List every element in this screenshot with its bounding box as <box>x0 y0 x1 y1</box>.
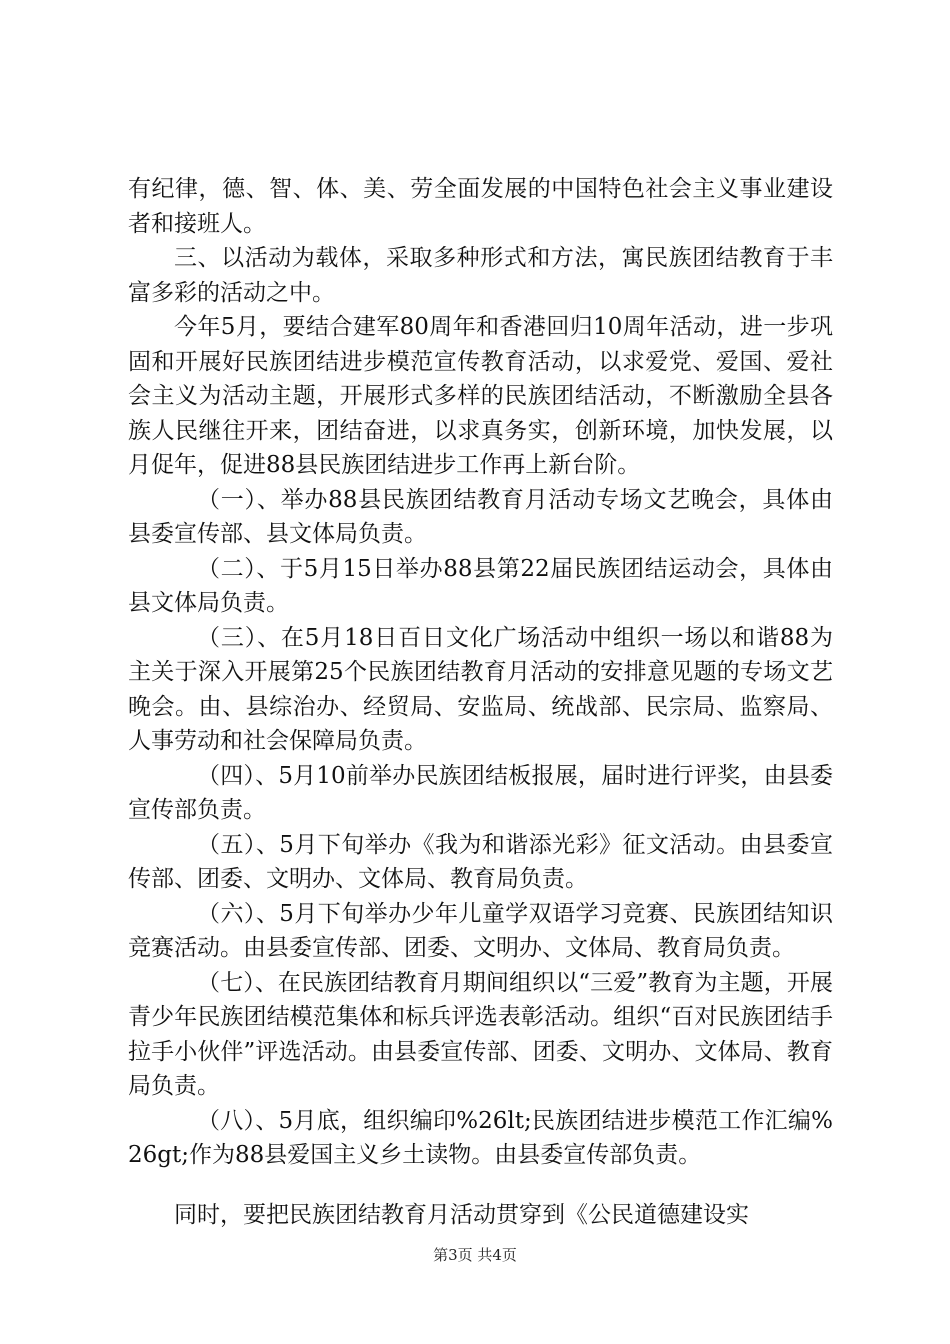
paragraph-item-4: （四）、5月10前举办民族团结板报展，届时进行评奖，由县委宣传部负责。 <box>128 762 833 823</box>
document-body <box>128 172 833 1232</box>
paragraph-closing: 同时，要把民族团结教育月活动贯穿到《公民道德建设实 <box>174 1201 749 1228</box>
paragraph-item-7: （七）、在民族团结教育月期间组织以“三爱”教育为主题，开展青少年民族团结模范集体和标兵评选表彰活动。组织“百对民族团结手拉手小伙伴”评选活动。由县委宣传部、团委、文明办、文体局、教育局负责。 <box>128 969 833 1099</box>
paragraph-continuation: 有纪律，德、智、体、美、劳全面发展的中国特色社会主义事业建设者和接班人。 <box>128 176 833 237</box>
paragraph-item-6: （六）、5月下旬举办少年儿童学双语学习竞赛、民族团结知识竞赛活动。由县委宣传部、团委、文明办、文体局、教育局负责。 <box>128 900 833 961</box>
paragraph-may-activities-intro: 今年5月，要结合建军80周年和香港回归10周年活动，进一步巩固和开展好民族团结进步模范宣传教育活动，以求爱党、爱国、爱社会主义为活动主题，开展形式多样的民族团结活动，不断激励全县各族人民继往开来，团结奋进，以求真务实，创新环境，加快发展，以月促年，促进88县民族团结进步工作再上新台阶。 <box>128 314 833 478</box>
paragraph-item-3: （三）、在5月18日百日文化广场活动中组织一场以和谐88为主关于深入开展第25个民族团结教育月活动的安排意见题的专场文艺晚会。由、县综治办、经贸局、安监局、统战部、民宗局、监察局、人事劳动和社会保障局负责。 <box>128 624 833 754</box>
paragraph-item-2: （二）、于5月15日举办88县第22届民族团结运动会，具体由县文体局负责。 <box>128 555 833 616</box>
paragraph-item-8: （八）、5月底，组织编印%26lt;民族团结进步模范工作汇编%26gt;作为88县爱国主义乡土读物。由县委宣传部负责。 <box>128 1107 833 1168</box>
page-number-footer: 第3页 共4页 <box>433 1246 517 1264</box>
paragraph-item-1: （一）、举办88县民族团结教育月活动专场文艺晚会，具体由县委宣传部、县文体局负责。 <box>128 486 833 547</box>
paragraph-item-5: （五）、5月下旬举办《我为和谐添光彩》征文活动。由县委宣传部、团委、文明办、文体局、教育局负责。 <box>128 831 833 892</box>
paragraph-section-three-heading: 三、以活动为载体，采取多种形式和方法，寓民族团结教育于丰富多彩的活动之中。 <box>128 245 833 306</box>
